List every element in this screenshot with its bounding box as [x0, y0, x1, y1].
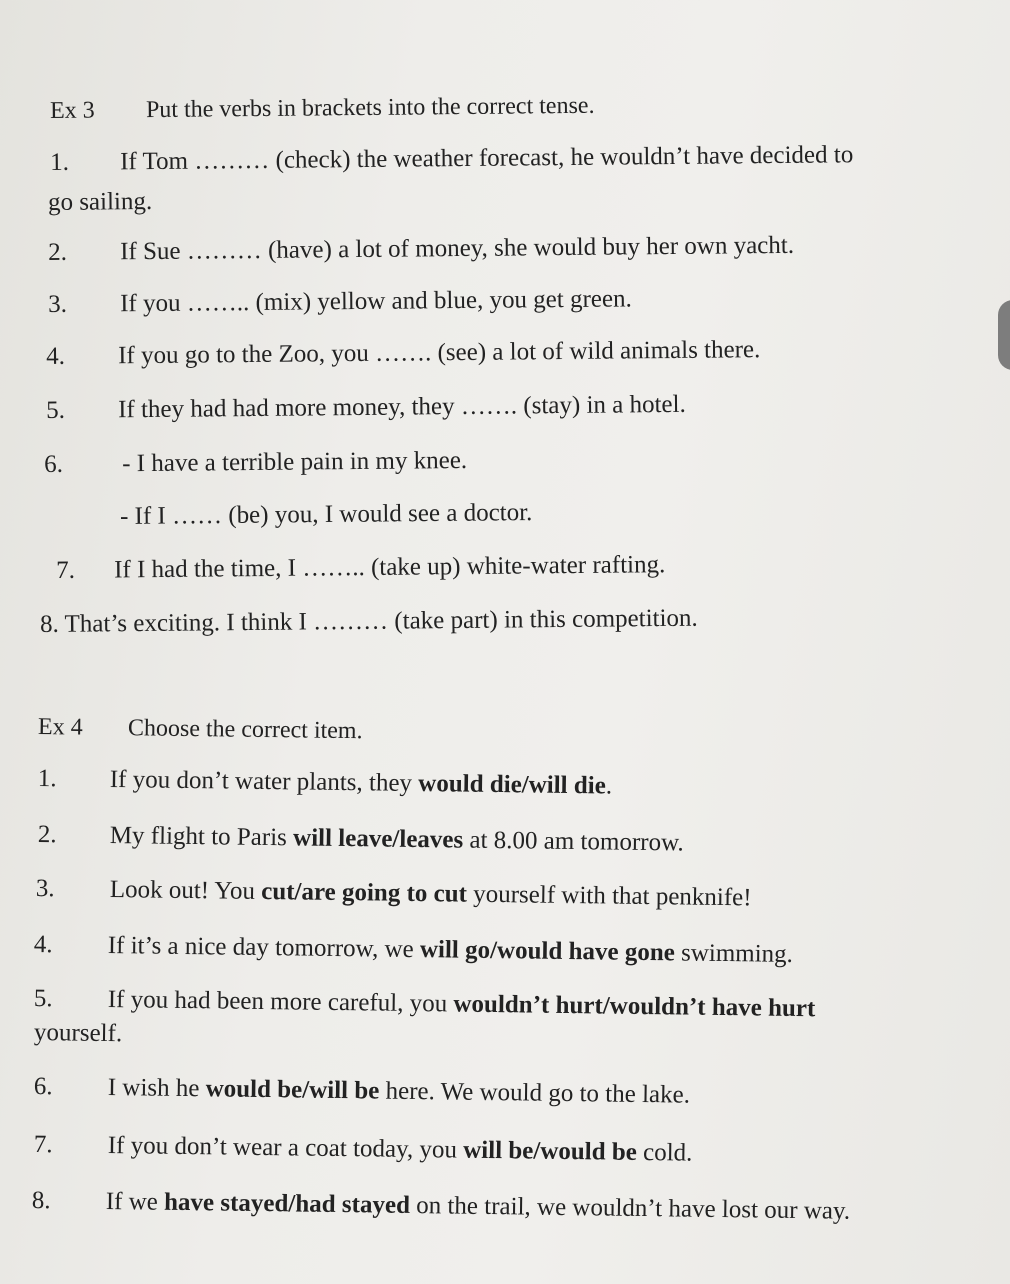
ex4-item-7-post: cold. — [636, 1138, 693, 1167]
ex4-item-8-number: 8. — [31, 1186, 51, 1215]
ex4-item-2-post: at 8.00 am tomorrow. — [463, 826, 684, 857]
ex4-item-5-continuation: yourself. — [33, 1019, 123, 1048]
exercise-3-header — [49, 92, 595, 126]
ex3-item-1-text: If Tom ……… (check) the weather forecast, he wouldn’t have decided to — [120, 141, 854, 176]
ex4-item-3-post: yourself with that penknife! — [466, 880, 752, 912]
ex4-item-2-sentence — [110, 821, 684, 859]
ex4-item-4-sentence — [108, 931, 793, 970]
ex4-item-5-options: wouldn’t hurt/wouldn’t have hurt — [453, 990, 816, 1023]
ex4-item-2-options: will leave/leaves — [292, 824, 464, 854]
ex4-item-6-sentence — [108, 1073, 691, 1111]
ex4-item-3-pre: Look out! You — [109, 875, 262, 905]
ex4-item-1-number: 1. — [37, 764, 57, 793]
ex3-item-6-text-b: - If I …… (be) you, I would see a doctor. — [119, 499, 533, 530]
exercise-4-label: Ex 4 — [37, 714, 83, 741]
ex4-item-4-pre: If it’s a nice day tomorrow, we — [107, 931, 421, 964]
ex3-item-1-number: 1. — [50, 148, 70, 176]
ex3-item-8-number: 8. — [39, 610, 59, 638]
ex3-item-8 — [40, 604, 698, 640]
ex4-item-1-post: . — [605, 772, 613, 800]
ex4-item-8-options: have stayed/had stayed — [163, 1188, 411, 1219]
ex4-item-1-options: would die/will die — [418, 769, 606, 800]
ex4-item-5-pre: If you had been more careful, you — [107, 985, 454, 1018]
ex3-item-6-text-a: - I have a terrible pain in my knee. — [122, 446, 468, 478]
ex4-item-1-sentence — [110, 765, 613, 802]
ex3-item-5-text: If they had had more money, they ……. (stay) in a hotel. — [118, 390, 686, 424]
ex4-item-2-number: 2. — [37, 820, 57, 849]
ex4-item-7-sentence — [108, 1131, 693, 1169]
ex3-item-2-number: 2. — [48, 238, 68, 266]
ex3-item-4-text: If you go to the Zoo, you ……. (see) a lot of wild animals there. — [118, 336, 761, 370]
ex3-item-3-text: If you …….. (mix) yellow and blue, you get green. — [120, 285, 632, 318]
ex4-item-8-sentence — [106, 1187, 851, 1227]
exercise-3-instruction: Put the verbs in brackets into the correct tense. — [145, 92, 595, 124]
ex4-item-5-sentence — [108, 985, 816, 1024]
ex4-item-1-pre: If you don’t water plants, they — [109, 765, 419, 797]
ex4-item-4-number: 4. — [33, 930, 53, 959]
ex4-item-2-pre: My flight to Paris — [109, 821, 294, 852]
ex3-item-5-number: 5. — [46, 396, 66, 424]
ex3-item-8-text: That’s exciting. I think I ……… (take part) in this competition. — [64, 604, 698, 638]
ex4-item-6-pre: I wish he — [107, 1073, 206, 1103]
ex4-item-7-pre: If you don’t wear a coat today, you — [107, 1131, 464, 1164]
exercise-4-instruction: Choose the correct item. — [127, 715, 363, 745]
ex4-item-7-number: 7. — [33, 1130, 53, 1159]
ex4-item-6-post: here. We would go to the lake. — [379, 1077, 691, 1109]
ex4-item-4-post: swimming. — [674, 939, 794, 968]
ex4-item-6-number: 6. — [33, 1072, 53, 1101]
ex3-item-4-number: 4. — [46, 342, 66, 370]
ex4-item-4-options: will go/would have gone — [419, 936, 676, 967]
ex4-item-3-number: 3. — [35, 874, 55, 903]
ex3-item-7-text: If I had the time, I …….. (take up) white-water rafting. — [114, 551, 666, 584]
ex4-item-8-post: on the trail, we wouldn’t have lost our way. — [409, 1191, 851, 1225]
exercise-4-header — [37, 712, 363, 745]
ex4-item-5-number: 5. — [33, 984, 53, 1013]
ex3-item-7-number: 7. — [56, 556, 76, 584]
ex4-item-6-options: would be/will be — [205, 1075, 380, 1105]
ex3-item-6-number: 6. — [44, 450, 64, 478]
edge-shadow — [998, 300, 1010, 370]
ex4-item-7-options: will be/would be — [463, 1136, 638, 1166]
ex3-item-2-text: If Sue ……… (have) a lot of money, she would buy her own yacht. — [120, 231, 795, 266]
exercise-3-label: Ex 3 — [49, 97, 95, 124]
ex4-item-3-sentence — [110, 875, 752, 913]
ex4-item-8-pre: If we — [105, 1187, 165, 1216]
ex3-item-1-continuation: go sailing. — [47, 188, 153, 216]
ex3-item-3-number: 3. — [48, 290, 68, 318]
ex4-item-3-options: cut/are going to cut — [261, 877, 468, 908]
